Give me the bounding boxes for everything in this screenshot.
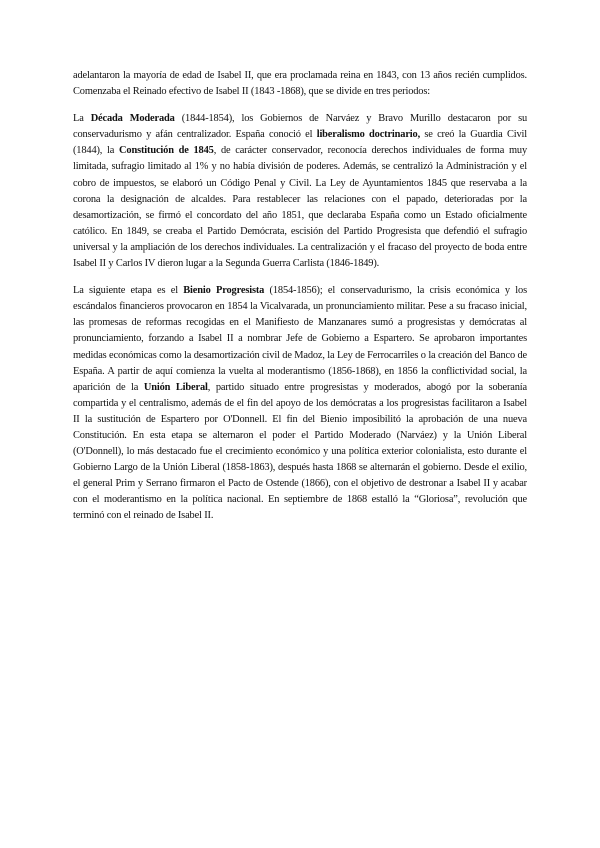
text-span: La siguiente etapa es el	[73, 285, 184, 297]
text-span: se creó la Guardia Civil (1844), la	[73, 129, 527, 157]
text-span: , partido situado entre progresistas y moderados, abogó por la soberanía compartida y el centralismo, además de el fin del apoyo de los demócratas a los progresistas facilitaron a Isabel II la sustitución de Espartero por O'Donnell. El fin del Bienio imposibilitó la aprobación de una nueva Constitución. En esta etapa se alternaron el poder el Partido Moderado (Narváez) y la Unión Liberal (O'Donnell), lo más destacado fue el crecimiento económico y una política exterior colonialista, esto durante el Gobierno Largo de la Unión Liberal (1858-1863), después hasta 1868 se alternarán el gobierno. Desde el exilio, el general Prim y Serrano firmaron el Pacto de Ostende (1866), con el objetivo de destronar a Isabel II y acabar con el moderantismo en la política nacional. En septiembre de 1868 estalló la “Gloriosa”, revolución que terminó con el reinado de Isabel II.	[73, 381, 528, 522]
text-span: , de carácter conservador, reconocía derechos individuales de forma muy limitada, sufragio limitado al 1% y no había división de poderes. Además, se centralizó la Administración y el cobro de impuestos, se elaboró un Código Penal y Civil. La Ley de Ayuntamientos 1845 que reservaba a la corona la designación de alcaldes. Para restablecer las relaciones con el papado, deterioradas por la desamortización, se firmó el concordato del año 1851, que declaraba España como un Estado oficialmente católico. En 1849, se creaba el Partido Demócrata, escisión del Partido Progresista que defendió el sufragio universal y la ampliación de los derechos individuales. La centralización y el fracaso del proyecto de boda entre Isabel II y Carlos IV dieron lugar a la Segunda Guerra Carlista (1846-1849).	[73, 145, 527, 270]
bold-term-union-liberal: Unión Liberal	[143, 381, 208, 393]
text-span: (1844-1854), los Gobiernos de Narváez y Bravo Murillo destacaron por su conservadurismo y afán centralizador. España conoció el	[73, 113, 528, 141]
text-span: (1854-1856); el conservadurismo, la crisis económica y los escándalos financieros provocaron en 1854 la Vicalvarada, un pronunciamiento militar. Pese a su fracaso inicial, las promesas de reformas recogidas en el Manifiesto de Manzanares sumó a progresistas y demócratas al pronunciamiento, forzando a Isabel II a nombrar Jefe de Gobierno a Espartero. Se aprobaron importantes medidas económicas como la desamortización civil de Madoz, la Ley de Ferrocarriles o la creación del Banco de España. A partir de aquí comienza la vuelta al moderantismo (1856-1868), en 1856 la conflictividad social, la aparición de la	[73, 285, 527, 393]
paragraph-intro: adelantaron la mayoría de edad de Isabel II, que era proclamada reina en 1843, con 13 años recién cumplidos. Comenzaba el Reinado efectivo de Isabel II (1843 -1868), que se divide en tres periodos:	[73, 70, 527, 98]
document-page	[73, 68, 527, 525]
text-span: La	[73, 113, 91, 125]
bold-term-decada-moderada: Década Moderada	[90, 113, 175, 125]
bold-term-bienio-progresista: Bienio Progresista	[183, 285, 265, 297]
bold-term-liberalismo-doctrinario: liberalismo doctrinario,	[316, 129, 421, 141]
bold-term-constitucion-1845: Constitución de 1845	[119, 145, 214, 157]
paragraph-bienio-progresista	[73, 283, 527, 524]
paragraph-decada-moderada	[73, 111, 527, 272]
